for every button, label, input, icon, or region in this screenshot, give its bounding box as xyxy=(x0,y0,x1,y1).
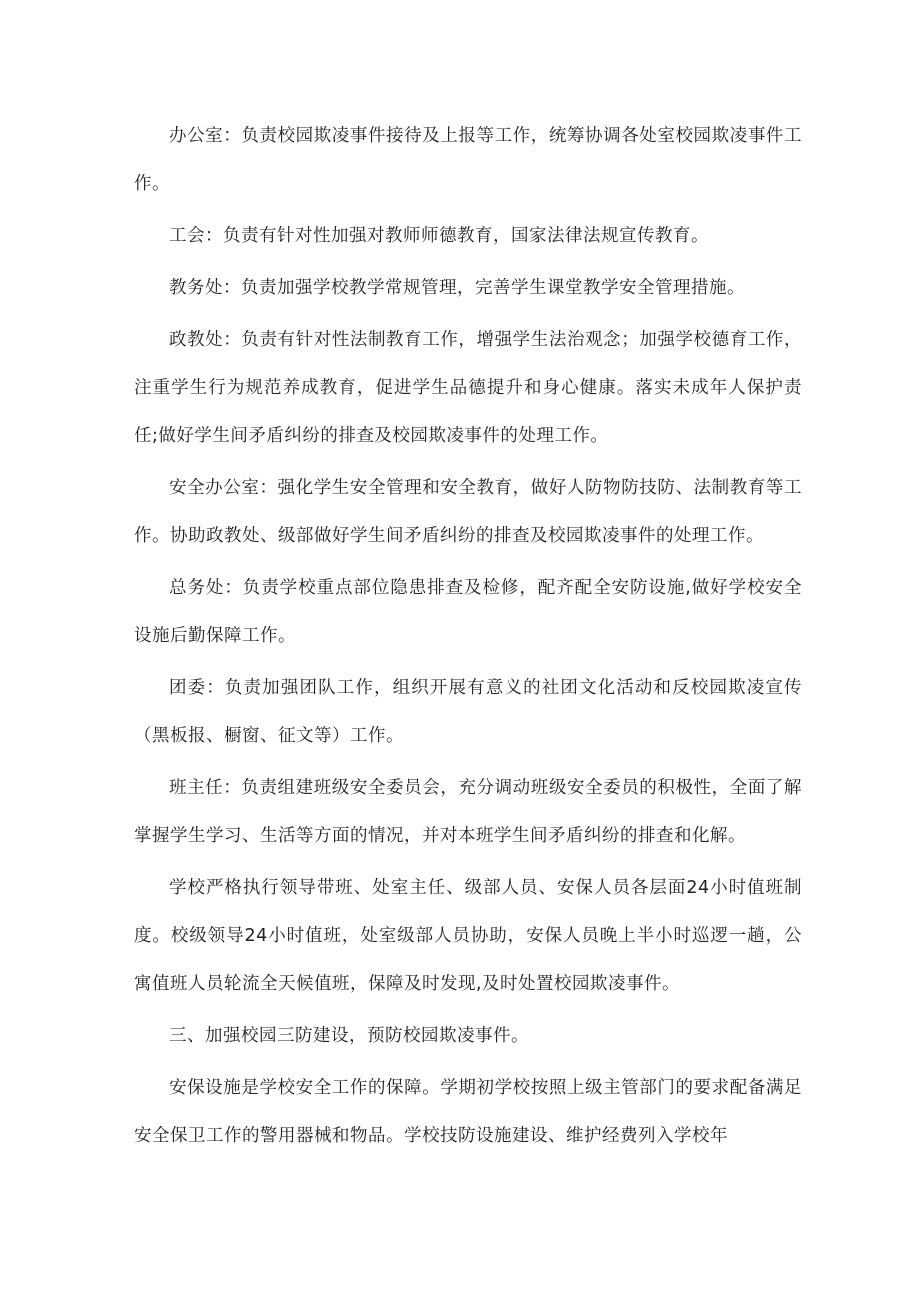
section-heading-three: 三、加强校园三防建设，预防校园欺凌事件。 xyxy=(169,1026,529,1046)
paragraph-office: 办公室：负责校园欺凌事件接待及上报等工作，统筹协调各处室校园欺凌事件工作。 xyxy=(134,126,802,194)
paragraph-political-education: 政教处：负责有针对性法制教育工作，增强学生法治观念；加强学校德育工作，注重学生行为规范养成教育，促进学生品德提升和身心健康。落实未成年人保护责任;做好学生间矛盾纠纷的排查及校园欺凌事件的处理工作。 xyxy=(134,330,802,446)
paragraph-duty-system: 学校严格执行领导带班、处室主任、级部人员、安保人员各层面24小时值班制度。校级领导24小时值班，处室级部人员协助，安保人员晚上半小时巡逻一趟，公寓值班人员轮流全天候值班，保障及时发现,及时处置校园欺凌事件。 xyxy=(134,878,802,994)
paragraph-youth-league: 团委：负责加强团队工作，组织开展有意义的社团文化活动和反校园欺凌宣传（黑板报、橱窗、征文等）工作。 xyxy=(134,678,802,746)
paragraph-safety-office: 安全办公室：强化学生安全管理和安全教育，做好人防物防技防、法制教育等工作。协助政教处、级部做好学生间矛盾纠纷的排查及校园欺凌事件的处理工作。 xyxy=(134,478,802,546)
paragraph-academic-affairs: 教务处：负责加强学校教学常规管理，完善学生课堂教学安全管理措施。 xyxy=(169,278,745,298)
paragraph-union: 工会：负责有针对性加强对教师师德教育，国家法律法规宣传教育。 xyxy=(169,226,709,246)
paragraph-class-teacher: 班主任：负责组建班级安全委员会，充分调动班级安全委员的积极性，全面了解掌握学生学习、生活等方面的情况，并对本班学生间矛盾纠纷的排查和化解。 xyxy=(134,778,802,846)
paragraph-general-affairs: 总务处：负责学校重点部位隐患排查及检修，配齐配全安防设施,做好学校安全设施后勤保障工作。 xyxy=(134,578,802,646)
document-body xyxy=(134,112,802,1164)
paragraph-security-facilities: 安保设施是学校安全工作的保障。学期初学校按照上级主管部门的要求配备满足安全保卫工作的警用器械和物品。学校技防设施建设、维护经费列入学校年 xyxy=(134,1078,802,1146)
